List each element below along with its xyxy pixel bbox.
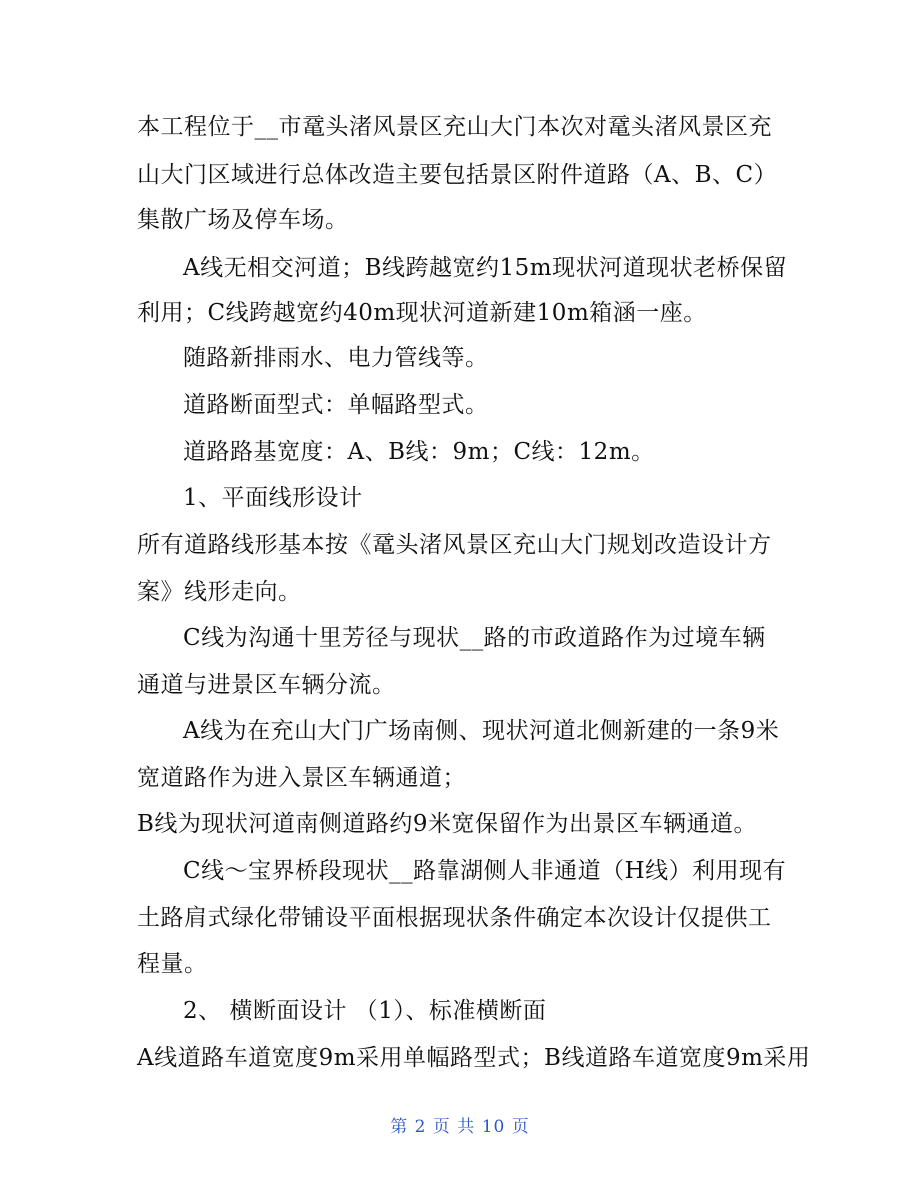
text-line: B线为现状河道南侧道路约9米宽保留作为出景区车辆通道。 bbox=[137, 811, 758, 837]
text-line: 本工程位于__市鼋头渚风景区充山大门本次对鼋头渚风景区充 bbox=[137, 114, 772, 140]
section-heading: 2、 横断面设计 （1）、标准横断面 bbox=[183, 998, 547, 1024]
text-line: A线无相交河道；B线跨越宽约15m现状河道现状老桥保留 bbox=[183, 255, 788, 281]
text-line: C线～宝界桥段现状__路靠湖侧人非通道（H线）利用现有 bbox=[183, 858, 787, 884]
text-line: 山大门区域进行总体改造主要包括景区附件道路（A、B、C） bbox=[137, 162, 778, 188]
text-line: 集散广场及停车场。 bbox=[137, 207, 349, 233]
text-line: 所有道路线形基本按《鼋头渚风景区充山大门规划改造设计方 bbox=[137, 532, 772, 558]
text-line: A线道路车道宽度9m采用单幅路型式；B线道路车道宽度9m采用 bbox=[137, 1045, 811, 1071]
text-line: A线为在充山大门广场南侧、现状河道北侧新建的一条9米 bbox=[183, 718, 780, 744]
text-line: 道路路基宽度：A、B线：9m；C线：12m。 bbox=[183, 439, 655, 465]
page-number-footer: 第 2 页 共 10 页 bbox=[390, 1117, 530, 1137]
text-line: 宽道路作为进入景区车辆通道； bbox=[137, 765, 466, 791]
text-line: C线为沟通十里芳径与现状__路的市政道路作为过境车辆 bbox=[183, 625, 766, 651]
section-heading: 1、平面线形设计 bbox=[183, 485, 363, 511]
text-line: 随路新排雨水、电力管线等。 bbox=[183, 345, 489, 371]
text-line: 土路肩式绿化带铺设平面根据现状条件确定本次设计仅提供工 bbox=[137, 905, 772, 931]
text-line: 道路断面型式：单幅路型式。 bbox=[183, 392, 489, 418]
text-line: 通道与进景区车辆分流。 bbox=[137, 672, 396, 698]
text-line: 利用；C线跨越宽约40m现状河道新建10m箱涵一座。 bbox=[137, 300, 707, 326]
text-line: 案》线形走向。 bbox=[137, 579, 302, 605]
text-line: 程量。 bbox=[137, 951, 208, 977]
